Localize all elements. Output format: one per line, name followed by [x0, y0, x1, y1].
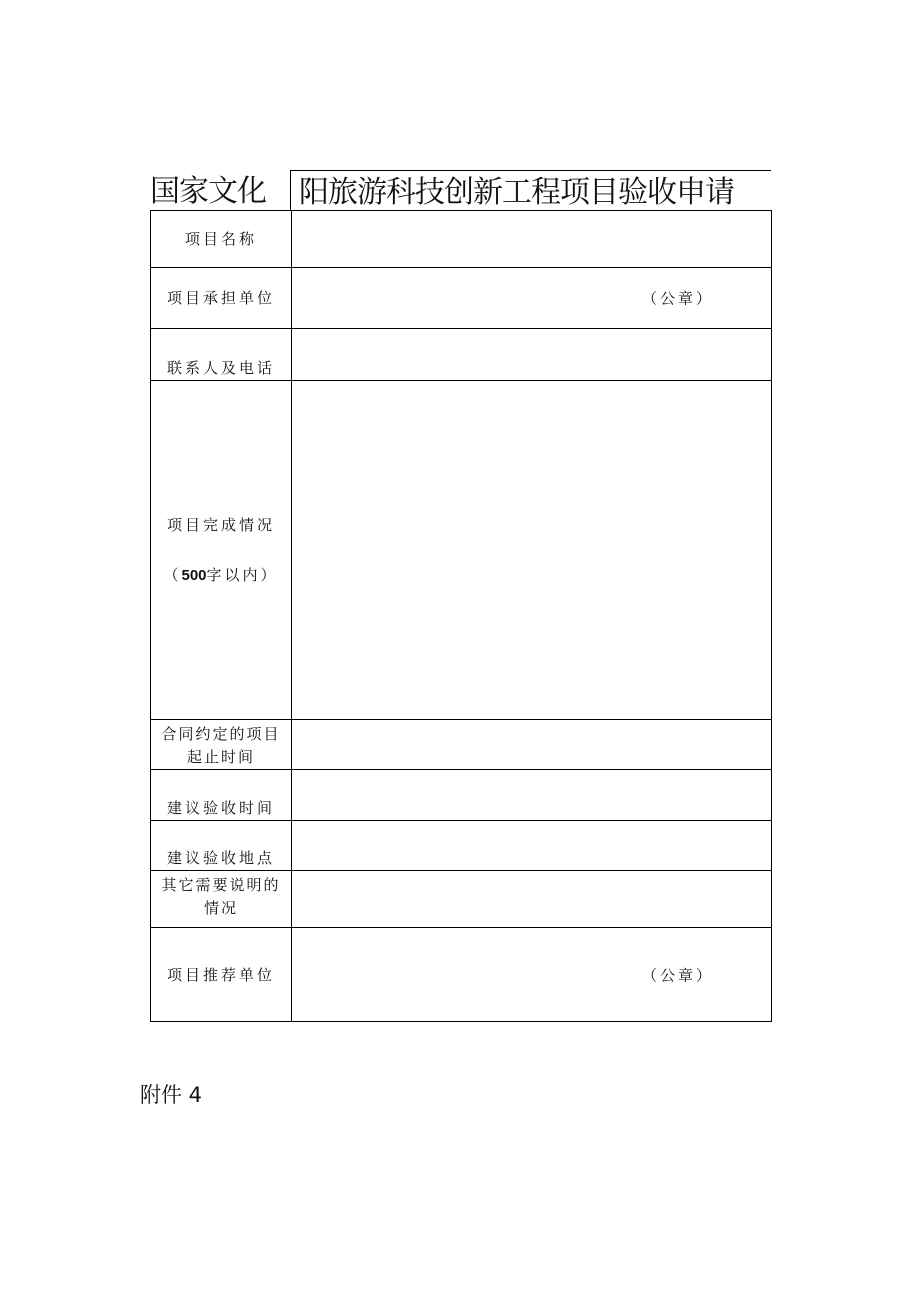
- label-completion-line2: [163, 564, 278, 587]
- field-undertaking-unit[interactable]: [292, 268, 772, 329]
- field-other-notes[interactable]: [292, 871, 772, 928]
- form-title-part2: 阳旅游科技创新工程项目验收申请: [290, 170, 771, 210]
- field-recommending-unit[interactable]: [292, 928, 772, 1022]
- field-contact[interactable]: [292, 329, 772, 381]
- row-contact: [151, 329, 772, 381]
- field-acceptance-place[interactable]: [292, 821, 772, 871]
- attachment-label: 附件 4: [140, 1083, 203, 1107]
- row-recommending-unit: [151, 928, 772, 1022]
- label-other-notes: [151, 871, 292, 928]
- label-contract-period-line2: 起止时间: [186, 748, 255, 766]
- form-title-part1: 国家文化: [150, 174, 266, 209]
- label-completion-number: 500: [181, 566, 207, 584]
- label-contract-period: [151, 720, 292, 770]
- label-acceptance-time: 建议验收时间: [151, 770, 292, 821]
- row-undertaking-unit: [151, 268, 772, 329]
- field-completion[interactable]: [292, 381, 772, 720]
- label-other-notes-line1: 其它需要说明的: [161, 876, 281, 894]
- label-completion-rest: 字以内）: [206, 565, 279, 584]
- label-completion: [151, 381, 292, 720]
- acceptance-application-form: [150, 210, 772, 1022]
- field-project-name[interactable]: [292, 211, 772, 268]
- label-completion-line1: 项目完成情况: [166, 515, 275, 534]
- label-contact: 联系人及电话: [151, 329, 292, 381]
- label-other-notes-line2: 情况: [203, 899, 238, 917]
- row-acceptance-place: [151, 821, 772, 871]
- row-project-name: [151, 211, 772, 268]
- label-project-name: 项目名称: [151, 211, 292, 268]
- field-acceptance-time[interactable]: [292, 770, 772, 821]
- seal-note-recommending: （公章）: [642, 966, 715, 984]
- label-acceptance-place: 建议验收地点: [151, 821, 292, 871]
- label-undertaking-unit: 项目承担单位: [151, 268, 292, 329]
- label-contract-period-line1: 合同约定的项目: [161, 725, 281, 743]
- label-completion-open: （: [163, 565, 182, 584]
- seal-note-undertaking: （公章）: [642, 289, 715, 308]
- row-acceptance-time: [151, 770, 772, 821]
- field-contract-period[interactable]: [292, 720, 772, 770]
- row-contract-period: [151, 720, 772, 770]
- label-recommending-unit: 项目推荐单位: [151, 928, 292, 1022]
- row-completion: [151, 381, 772, 720]
- row-other-notes: [151, 871, 772, 928]
